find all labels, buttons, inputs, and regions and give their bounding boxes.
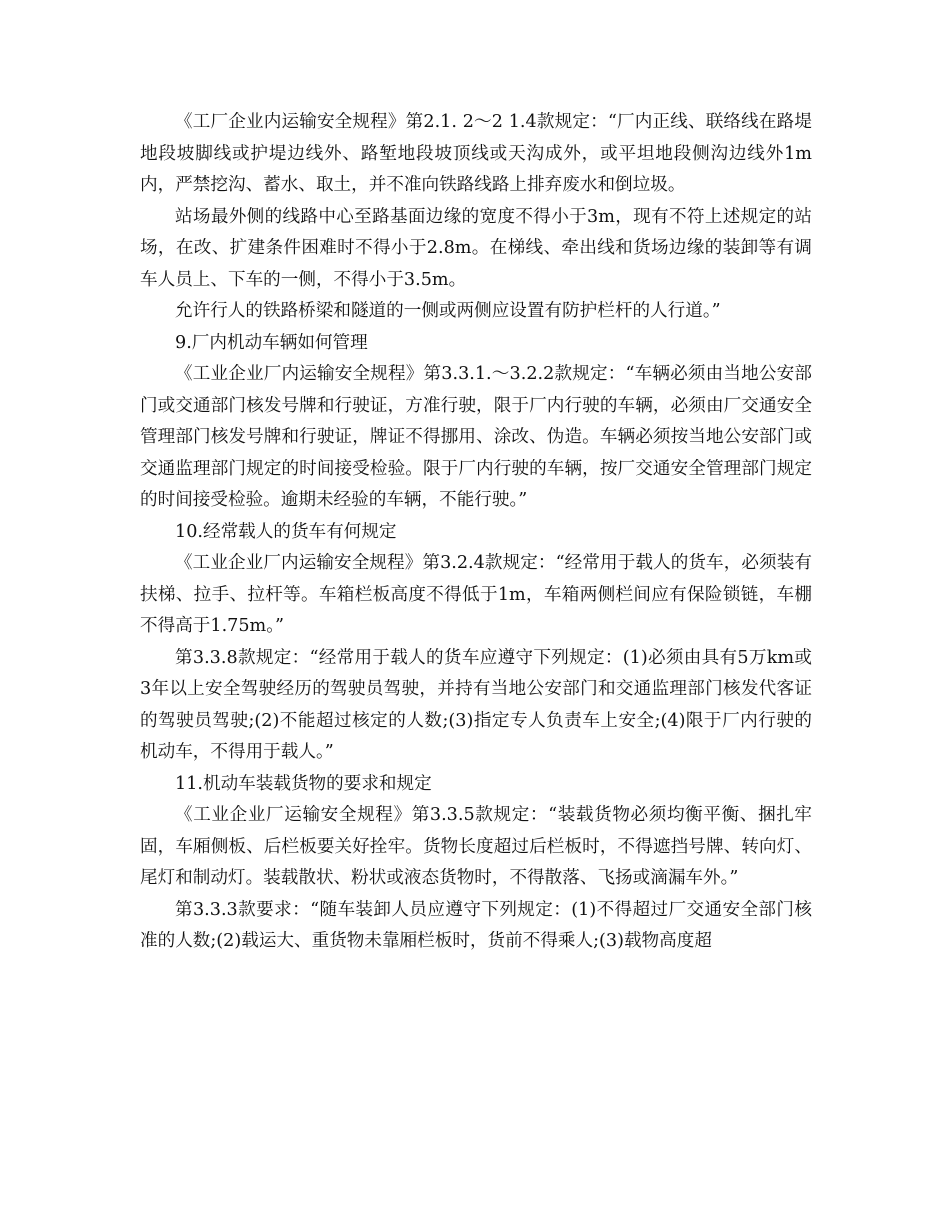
section-heading-9: 9.厂内机动车辆如何管理 <box>175 332 368 353</box>
document-body <box>140 107 812 958</box>
paragraph-cargo-loading: 《工业企业厂运输安全规程》第3.3.5款规定：“装载货物必须均衡平衡、捆扎牢固，车厢侧板、后栏板要关好拴牢。货物长度超过后栏板时，不得遮挡号牌、转向灯、尾灯和制动灯。装载散状、粉状或液态货物时，不得散落、飞扬或滴漏车外。” <box>140 805 812 888</box>
paragraph-station-width: 站场最外侧的线路中心至路基面边缘的宽度不得小于3m，现有不符上述规定的站场，在改、扩建条件困难时不得小于2.8m。在梯线、牵出线和货场边缘的装卸等有调车人员上、下车的一侧，不得小于3.5m。 <box>140 206 812 290</box>
section-heading-10: 10.经常载人的货车有何规定 <box>175 521 397 542</box>
paragraph-factory-railway-clearance: 《工厂企业内运输安全规程》第2.1. 2～2 1.4款规定：“厂内正线、联络线在路堤地段坡脚线或护堤边线外、路堑地段坡顶线或天沟成外，或平坦地段侧沟边线外1m内，严禁挖沟、蓄水、取土，并不准向铁路线路上排弃废水和倒垃圾。 <box>140 112 812 195</box>
paragraph-passenger-truck-rules: 第3.3.8款规定：“经常用于载人的货车应遵守下列规定：(1)必须由具有5万km或3年以上安全驾驶经历的驾驶员驾驶，并持有当地公安部门和交通监理部门核发代客证的驾驶员驾驶;(2)不能超过核定的人数;(3)指定专人负责车上安全;(4)限于厂内行驶的机动车，不得用于载人。” <box>140 647 812 762</box>
paragraph-loader-rules: 第3.3.3款要求：“随车装卸人员应遵守下列规定：(1)不得超过厂交通安全部门核准的人数;(2)载运大、重货物未靠厢栏板时，货前不得乘人;(3)载物高度超 <box>140 899 812 951</box>
paragraph-bridge-walkway: 允许行人的铁路桥梁和隧道的一侧或两侧应设置有防护栏杆的人行道。” <box>175 301 721 321</box>
section-heading-11: 11.机动车装载货物的要求和规定 <box>175 773 432 794</box>
paragraph-vehicle-management: 《工业企业厂内运输安全规程》第3.3.1.～3.2.2款规定：“车辆必须由当地公安部门或交通部门核发号牌和行驶证，方准行驶，限于厂内行驶的车辆，必须由厂交通安全管理部门核发号牌和行驶证，牌证不得挪用、涂改、伪造。车辆必须按当地公安部门或交通监理部门规定的时间接受检验。限于厂内行驶的车辆，按厂交通安全管理部门规定的时间接受检验。逾期未经验的车辆，不能行驶。” <box>140 364 812 510</box>
paragraph-passenger-truck-equipment: 《工业企业厂内运输安全规程》第3.2.4款规定：“经常用于载人的货车，必须装有扶梯、拉手、拉杆等。车箱栏板高度不得低于1m，车箱两侧栏间应有保险锁链，车棚不得高于1.75m。” <box>140 553 812 636</box>
